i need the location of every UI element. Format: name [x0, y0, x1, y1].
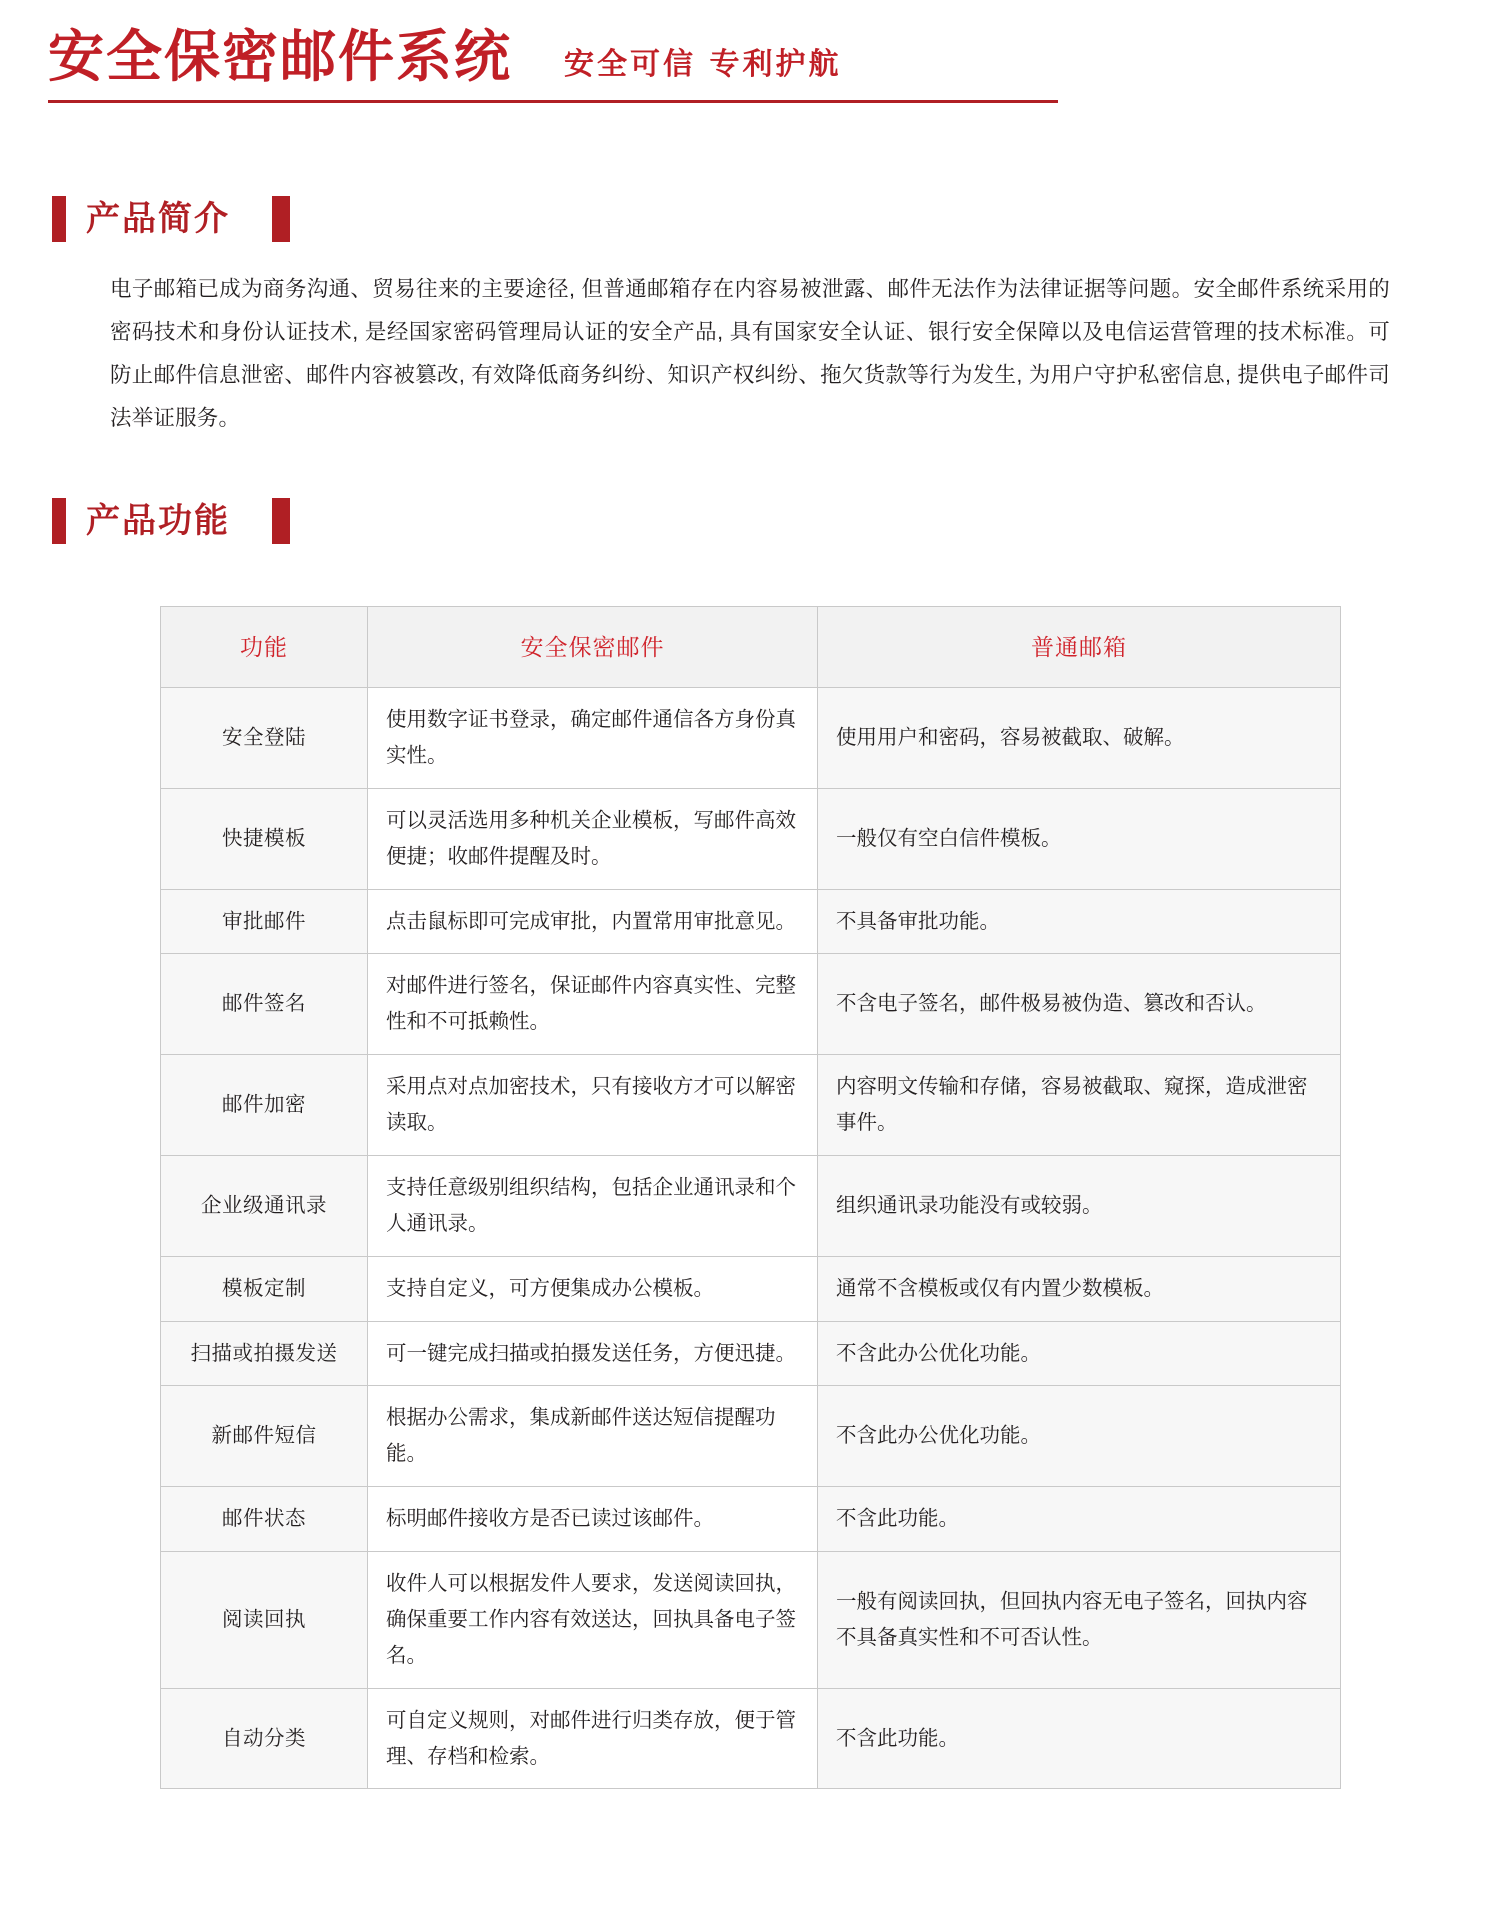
section-heading-intro — [52, 196, 1500, 242]
section-label-features: 产品功能 — [86, 498, 290, 544]
cell-secure: 点击鼠标即可完成审批，内置常用审批意见。 — [368, 889, 818, 954]
feature-comparison-table — [160, 606, 1341, 1789]
cell-feature: 邮件签名 — [161, 954, 368, 1055]
cell-secure: 对邮件进行签名，保证邮件内容真实性、完整性和不可抵赖性。 — [368, 954, 818, 1055]
cell-normal: 不含电子签名，邮件极易被伪造、篡改和否认。 — [818, 954, 1341, 1055]
cell-normal: 使用用户和密码，容易被截取、破解。 — [818, 688, 1341, 789]
cell-feature: 企业级通讯录 — [161, 1155, 368, 1256]
cell-secure: 支持任意级别组织结构，包括企业通讯录和个人通讯录。 — [368, 1155, 818, 1256]
cell-normal: 一般仅有空白信件模板。 — [818, 788, 1341, 889]
cell-feature: 邮件状态 — [161, 1487, 368, 1552]
cell-feature: 模板定制 — [161, 1256, 368, 1321]
page-root — [0, 25, 1500, 1923]
table-row — [161, 889, 1341, 954]
cell-secure: 可一键完成扫描或拍摄发送任务，方便迅捷。 — [368, 1321, 818, 1386]
cell-feature: 邮件加密 — [161, 1055, 368, 1156]
table-row — [161, 688, 1341, 789]
cell-normal: 通常不含模板或仅有内置少数模板。 — [818, 1256, 1341, 1321]
table-header-row — [161, 607, 1341, 688]
cell-secure: 收件人可以根据发件人要求，发送阅读回执，确保重要工作内容有效送达，回执具备电子签名。 — [368, 1552, 818, 1689]
table-row — [161, 954, 1341, 1055]
cell-normal: 不含此办公优化功能。 — [818, 1386, 1341, 1487]
table-row — [161, 1155, 1341, 1256]
cell-normal: 组织通讯录功能没有或较弱。 — [818, 1155, 1341, 1256]
cell-feature: 安全登陆 — [161, 688, 368, 789]
cell-secure: 根据办公需求，集成新邮件送达短信提醒功能。 — [368, 1386, 818, 1487]
section-heading-features — [52, 498, 1500, 544]
cell-normal: 内容明文传输和存储，容易被截取、窥探，造成泄密事件。 — [818, 1055, 1341, 1156]
cell-feature: 审批邮件 — [161, 889, 368, 954]
cell-secure: 可自定义规则，对邮件进行归类存放，便于管理、存档和检索。 — [368, 1688, 818, 1789]
table-row — [161, 1321, 1341, 1386]
cell-feature: 自动分类 — [161, 1688, 368, 1789]
cell-normal: 不含此办公优化功能。 — [818, 1321, 1341, 1386]
table-row — [161, 1487, 1341, 1552]
heading-bar-icon — [52, 498, 66, 544]
cell-secure: 标明邮件接收方是否已读过该邮件。 — [368, 1487, 818, 1552]
table-body — [161, 688, 1341, 1789]
table-row — [161, 1552, 1341, 1689]
table-header — [161, 607, 1341, 688]
table-row — [161, 1055, 1341, 1156]
section-label-intro: 产品简介 — [86, 196, 290, 242]
cell-normal: 不含此功能。 — [818, 1688, 1341, 1789]
cell-secure: 使用数字证书登录，确定邮件通信各方身份真实性。 — [368, 688, 818, 789]
cell-normal: 不具备审批功能。 — [818, 889, 1341, 954]
table-row — [161, 1386, 1341, 1487]
cell-feature: 扫描或拍摄发送 — [161, 1321, 368, 1386]
table-row — [161, 788, 1341, 889]
column-header-secure-mail: 安全保密邮件 — [368, 607, 818, 688]
cell-feature: 新邮件短信 — [161, 1386, 368, 1487]
cell-normal: 一般有阅读回执，但回执内容无电子签名，回执内容不具备真实性和不可否认性。 — [818, 1552, 1341, 1689]
page-title: 安全保密邮件系统 — [48, 25, 512, 90]
cell-secure: 可以灵活选用多种机关企业模板，写邮件高效便捷；收邮件提醒及时。 — [368, 788, 818, 889]
column-header-feature: 功能 — [161, 607, 368, 688]
document-header — [0, 25, 1500, 138]
cell-secure: 采用点对点加密技术，只有接收方才可以解密读取。 — [368, 1055, 818, 1156]
page-subtitle: 安全可信 专利护航 — [564, 47, 842, 82]
header-inner — [48, 25, 1058, 103]
cell-feature: 阅读回执 — [161, 1552, 368, 1689]
cell-feature: 快捷模板 — [161, 788, 368, 889]
intro-paragraph: 电子邮箱已成为商务沟通、贸易往来的主要途径, 但普通邮箱存在内容易被泄露、邮件无法作为法律证据等问题。安全邮件系统采用的密码技术和身份认证技术, 是经国家密码管理局认证的安全产品, 具有国家安全认证、银行安全保障以及电信运营管理的技术标准。可防止邮件信息泄密、邮件内容被篡改, 有效降低商务纠纷、知识产权纠纷、拖欠货款等行为发生, 为用户守护私密信息, 提供电子邮件司法举证服务。 — [110, 277, 1390, 430]
cell-normal: 不含此功能。 — [818, 1487, 1341, 1552]
column-header-normal-mail: 普通邮箱 — [818, 607, 1341, 688]
heading-bar-icon — [52, 196, 66, 242]
cell-secure: 支持自定义，可方便集成办公模板。 — [368, 1256, 818, 1321]
table-row — [161, 1256, 1341, 1321]
feature-comparison-table-wrap — [160, 606, 1340, 1789]
table-row — [161, 1688, 1341, 1789]
